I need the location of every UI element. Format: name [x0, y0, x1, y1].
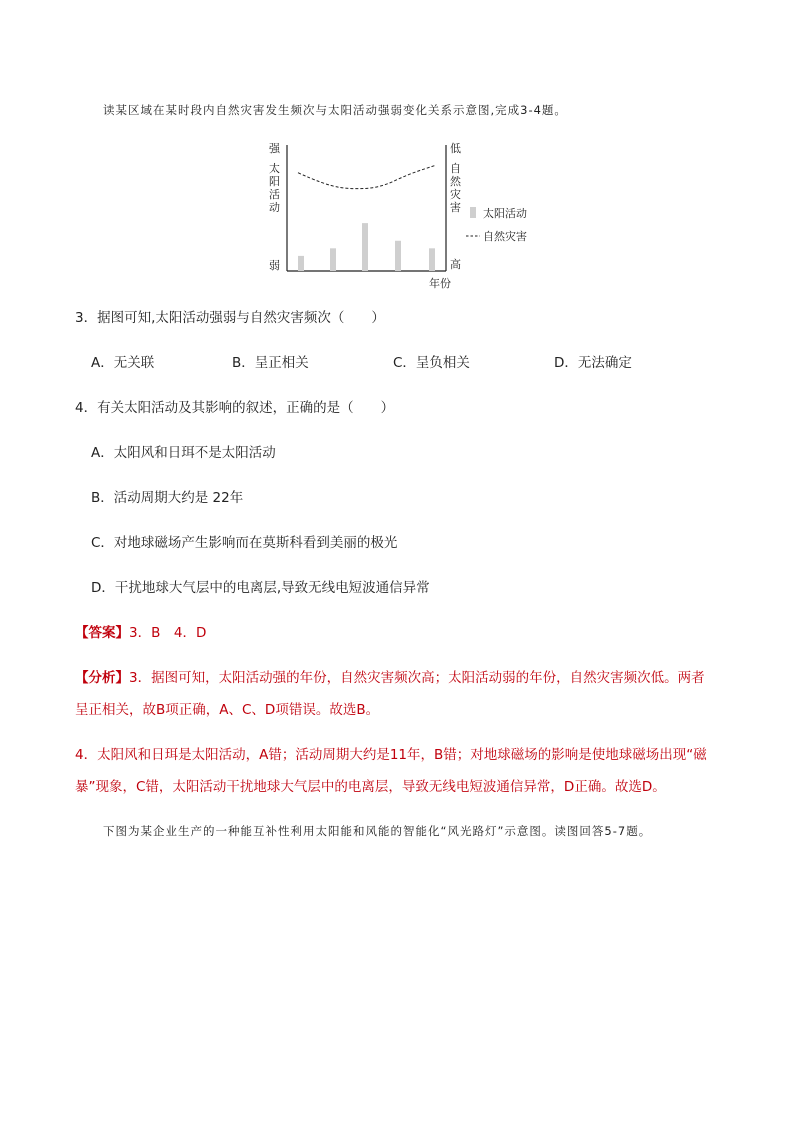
right-axis-title	[450, 162, 462, 214]
bar-4	[395, 241, 401, 271]
rightTitle-char: 灾	[450, 188, 461, 201]
analysis-line-4: 暴”现象，C错，太阳活动干扰地球大气层中的电离层，导致无线电短波通信异常，D正确。故选D。	[75, 779, 666, 795]
intro-text-q5-7: 下图为某企业生产的一种能互补性利用太阳能和风能的智能化“风光路灯”示意图。读图回答5-7题。	[103, 824, 652, 838]
rightTitle-char: 自	[450, 162, 461, 175]
legend-line-label: 自然灾害	[483, 230, 527, 243]
question-3-option-a[interactable]: A．无关联	[91, 355, 155, 371]
leftTitle-char: 活	[269, 188, 280, 201]
bars	[298, 223, 435, 271]
left-bottom-label: 弱	[269, 259, 280, 272]
x-axis-label: 年份	[429, 277, 451, 290]
legend-bar-label: 太阳活动	[483, 207, 527, 220]
bar-2	[330, 248, 336, 271]
intro-text-q3-4: 读某区域在某时段内自然灾害发生频次与太阳活动强弱变化关系示意图,完成3-4题。	[103, 103, 567, 117]
disaster-curve	[298, 165, 436, 189]
bar-3	[362, 223, 368, 271]
rightTitle-char: 然	[450, 175, 461, 188]
question-4-option-a[interactable]: A．太阳风和日珥不是太阳活动	[91, 445, 276, 461]
analysis-line-3: 4．太阳风和日珥是太阳活动，A错；活动周期大约是11年，B错；对地球磁场的影响是使地球磁场出现“磁	[75, 747, 707, 763]
leftTitle-char: 太	[269, 162, 280, 175]
right-bottom-label: 高	[450, 258, 461, 271]
rightTitle-char: 害	[450, 201, 461, 214]
right-top-label: 低	[450, 142, 461, 155]
chart	[0, 0, 794, 300]
question-3-option-b[interactable]: B．呈正相关	[232, 355, 309, 371]
leftTitle-char: 动	[269, 201, 280, 214]
question-4-option-c[interactable]: C．对地球磁场产生影响而在莫斯科看到美丽的极光	[91, 535, 398, 551]
question-3-option-c[interactable]: C．呈负相关	[393, 355, 470, 371]
question-4-option-b[interactable]: B．活动周期大约是 22年	[91, 490, 244, 506]
question-4-stem: 4．有关太阳活动及其影响的叙述，正确的是（ ）	[75, 400, 395, 416]
leftTitle-char: 阳	[269, 175, 280, 188]
answer-line	[75, 624, 206, 642]
left-axis-title	[269, 161, 280, 214]
answer-label: 【答案】	[75, 625, 129, 641]
analysis-text-1: 3．据图可知，太阳活动强的年份，自然灾害频次高；太阳活动弱的年份，自然灾害频次低。两者	[129, 670, 705, 686]
analysis-line-2: 呈正相关，故B项正确，A、C、D项错误。故选B。	[75, 702, 380, 718]
question-3-option-d[interactable]: D．无法确定	[554, 355, 632, 371]
analysis-line-1	[75, 669, 705, 687]
analysis-label: 【分析】	[75, 670, 129, 686]
question-4-option-d[interactable]: D．干扰地球大气层中的电离层,导致无线电短波通信异常	[91, 580, 430, 596]
legend-bar-swatch	[470, 207, 476, 218]
bar-5	[429, 248, 435, 271]
answer-text: 3．B 4．D	[129, 625, 207, 641]
bar-1	[298, 256, 304, 271]
question-3-stem: 3．据图可知,太阳活动强弱与自然灾害频次（ ）	[75, 310, 385, 326]
left-top-label: 强	[269, 142, 280, 155]
